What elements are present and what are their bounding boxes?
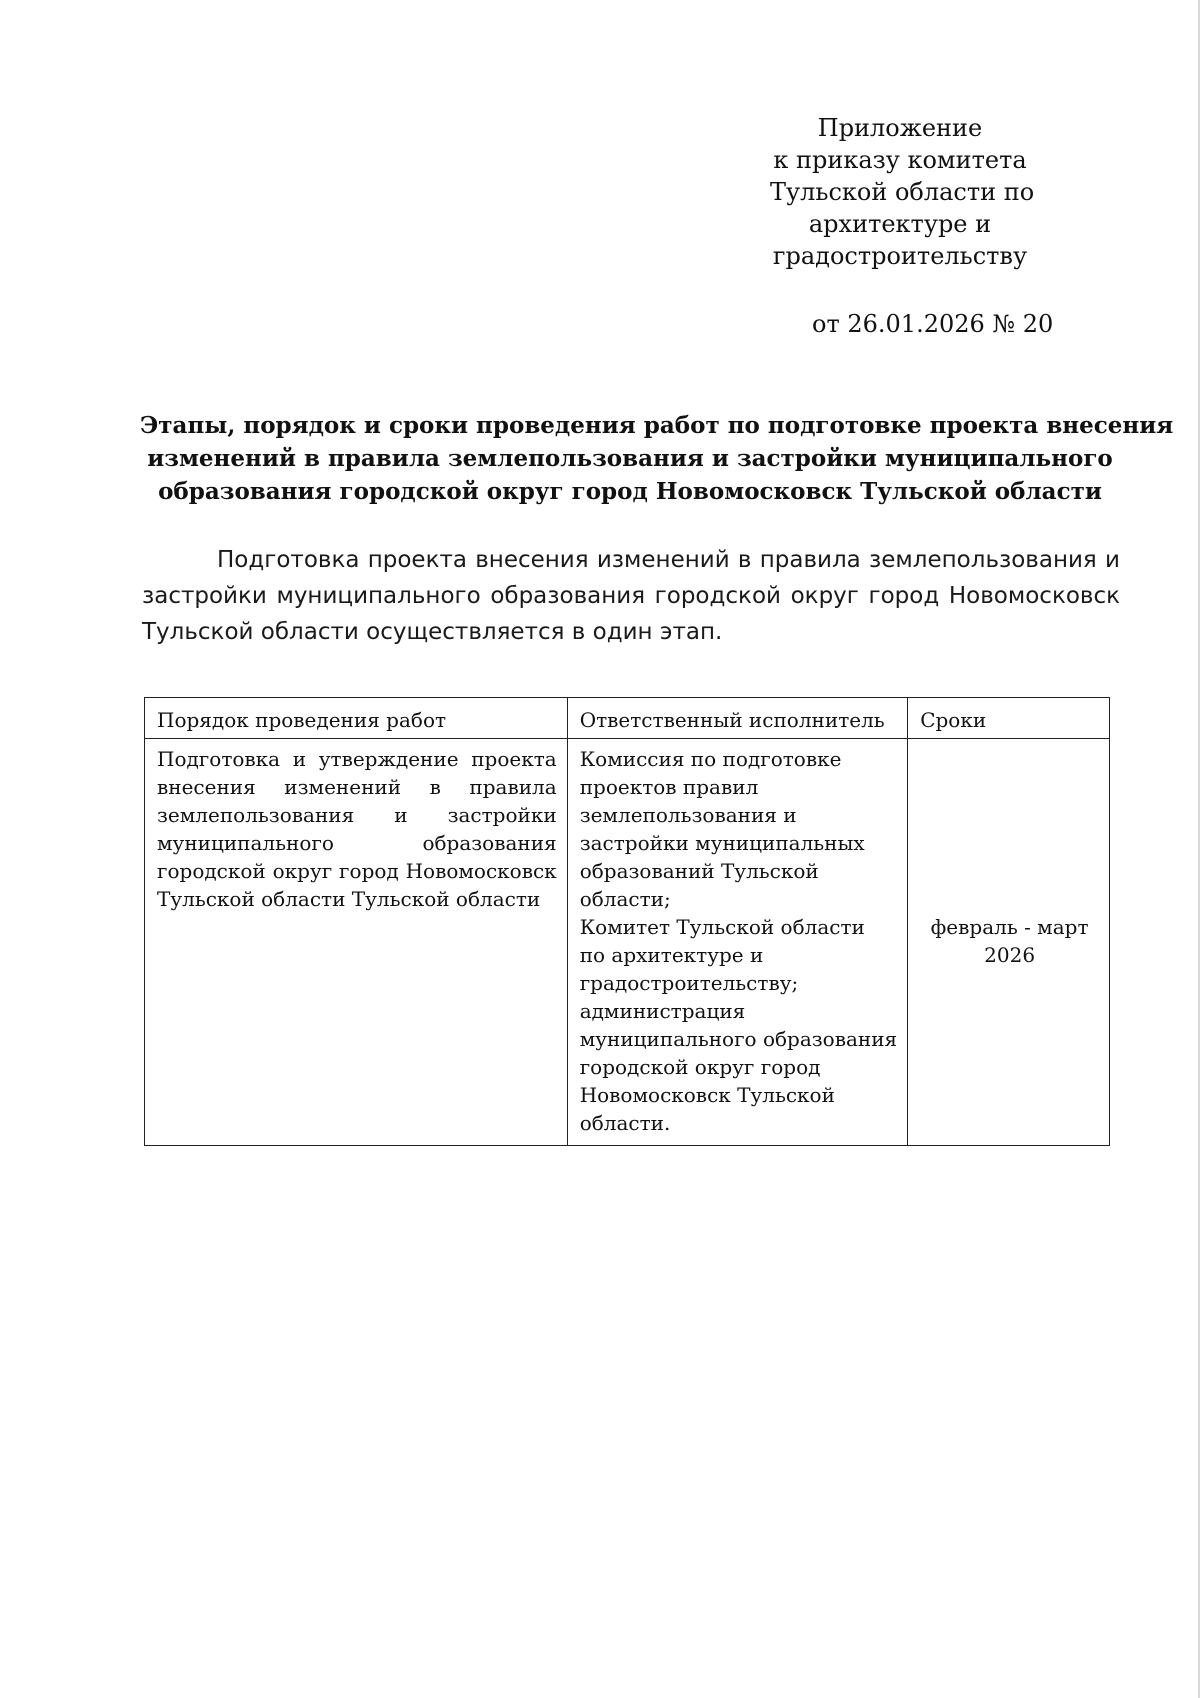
executor-line: области. (579, 1111, 671, 1135)
header-executor: Ответственный исполнитель (567, 698, 908, 739)
procedure-line: Подготовка и утверждение проекта (157, 747, 557, 771)
appendix-line: архитектуре и (808, 210, 992, 238)
procedure-line: внесения изменений в правила (157, 775, 557, 799)
header-deadline: Сроки (908, 698, 1110, 739)
procedure-line: городской округ город Новомосковск (157, 859, 557, 883)
executor-line: застройки муниципальных (579, 831, 865, 855)
executor-line: проектов правил (579, 775, 759, 799)
procedure-line: муниципального образования (157, 831, 557, 855)
executor-line: администрация (579, 999, 746, 1023)
table-header-row (145, 698, 1110, 739)
table-row (145, 739, 1110, 1146)
executor-line: области; (579, 887, 671, 911)
appendix-line: Тульской области по (770, 178, 1035, 206)
title-line: Этапы, порядок и сроки проведения работ по подготовке проекта внесения (140, 412, 1174, 439)
document-title (140, 409, 1174, 508)
executor-line: землепользования и (579, 803, 797, 827)
appendix-line: к приказу комитета (773, 146, 1027, 174)
intro-paragraph (142, 542, 1120, 650)
title-line: изменений в правила землепользования и застройки муниципального (147, 445, 1113, 472)
executor-line: Комиссия по подготовке (579, 747, 842, 771)
intro-line: Подготовка проекта внесения изменений в правила землепользования и (217, 547, 1120, 573)
appendix-header (770, 112, 1035, 272)
procedure-line: Тульской области Тульской области (157, 887, 541, 911)
executor-line: градостроительству; (579, 971, 799, 995)
procedure-cell (145, 739, 568, 1146)
executor-line: Новомосковск Тульской (579, 1083, 835, 1107)
executor-line: городской округ город (579, 1055, 821, 1079)
executor-line: образований Тульской (579, 859, 819, 883)
appendix-line: Приложение (817, 114, 983, 142)
executor-cell (567, 739, 908, 1146)
procedure-line: землепользования и застройки (157, 803, 557, 827)
works-table (144, 697, 1110, 1146)
executor-line: Комитет Тульской области (579, 915, 865, 939)
deadline-cell (908, 739, 1110, 1146)
executor-line: муниципального образования (579, 1027, 898, 1051)
intro-line: застройки муниципального образования городской округ город Новомосковск (142, 583, 1120, 609)
executor-line: по архитектуре и (579, 943, 764, 967)
deadline-line: февраль - март (930, 915, 1089, 939)
deadline-line: 2026 (984, 943, 1036, 967)
appendix-line: градостроительству (772, 242, 1028, 270)
header-procedure: Порядок проведения работ (145, 698, 568, 739)
intro-line: Тульской области осуществляется в один этап. (142, 619, 723, 645)
order-reference: от 26.01.2026 № 20 (812, 310, 1054, 338)
title-line: образования городской округ город Новомосковск Тульской области (158, 478, 1102, 505)
